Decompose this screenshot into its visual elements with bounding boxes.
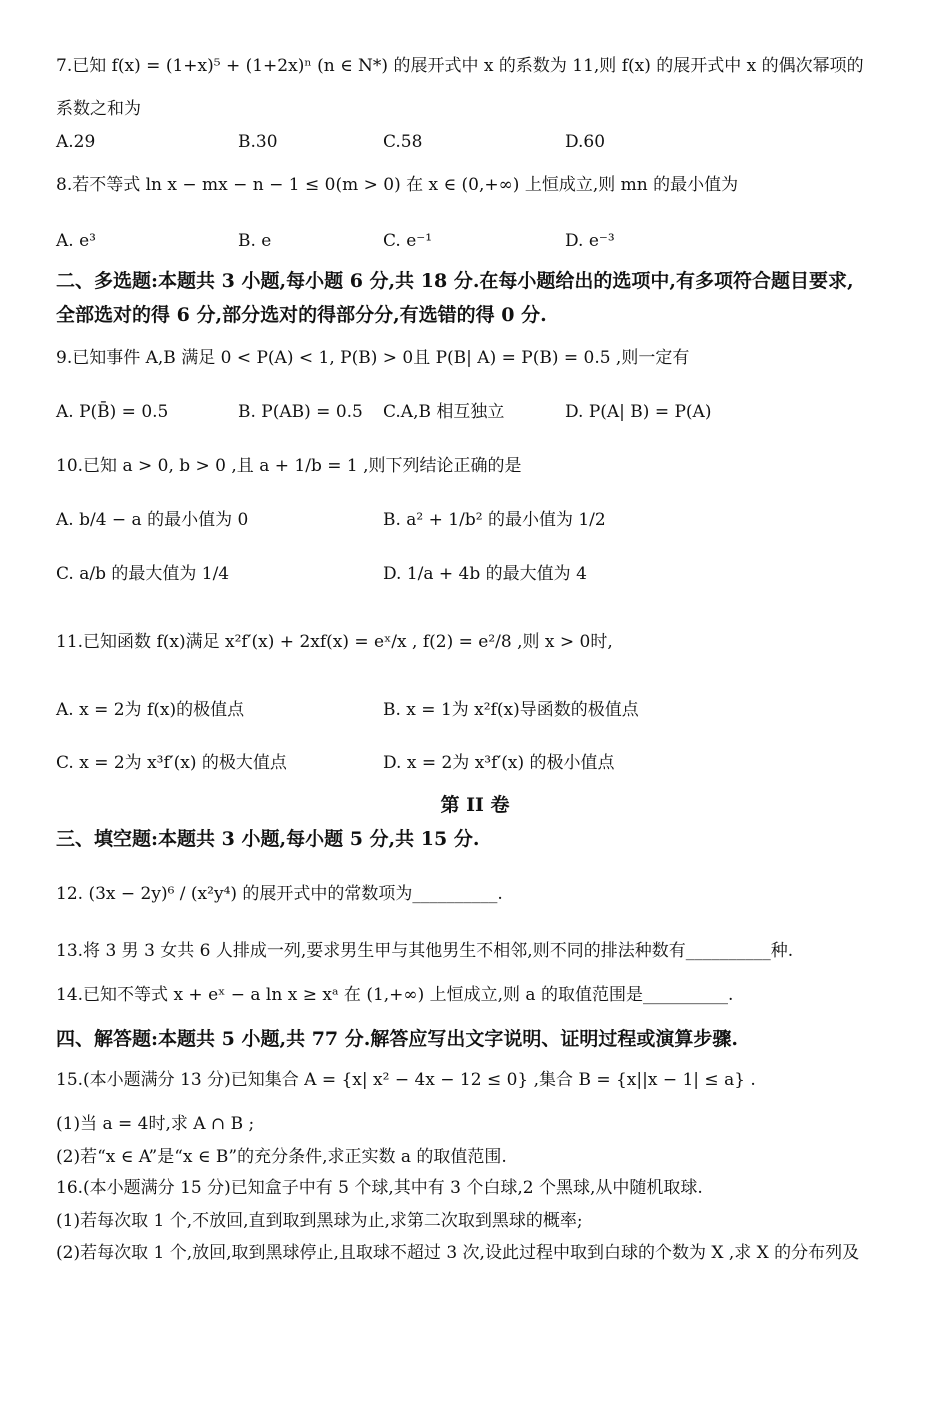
q14-stem: 14.已知不等式 x + eˣ − a ln x ≥ xᵃ 在 (1,+∞) 上恒成立,则 a 的取值范围是__________. [56,985,734,1005]
q9-option-b: B. P(AB) = 0.5 [238,402,363,422]
q8-stem: 8.若不等式 ln x − mx − n − 1 ≤ 0(m > 0) 在 x ∈ (0,+∞) 上恒成立,则 mn 的最小值为 [56,175,739,195]
section4-heading: 四、解答题:本题共 5 小题,共 77 分.解答应写出文字说明、证明过程或演算步骤. [56,1028,738,1050]
section2-heading-line2: 全部选对的得 6 分,部分选对的得部分分,有选错的得 0 分. [56,304,547,326]
q8-option-d: D. e⁻³ [565,231,615,251]
q13-stem: 13.将 3 男 3 女共 6 人排成一列,要求男生甲与其他男生不相邻,则不同的排法种数有__________种. [56,941,794,961]
q15-part2: (2)若“x ∈ A”是“x ∈ B”的充分条件,求正实数 a 的取值范围. [56,1147,507,1167]
q8-option-b: B. e [238,231,272,251]
section3-heading: 三、填空题:本题共 3 小题,每小题 5 分,共 15 分. [56,828,480,850]
q9-stem: 9.已知事件 A,B 满足 0 < P(A) < 1, P(B) > 0且 P(B| A) = P(B) = 0.5 ,则一定有 [56,348,690,368]
q15-stem: 15.(本小题满分 13 分)已知集合 A = {x| x² − 4x − 12 ≤ 0} ,集合 B = {x||x − 1| ≤ a} . [56,1070,756,1090]
q8-option-c: C. e⁻¹ [383,231,433,251]
q7-option-d: D.60 [565,132,606,152]
q7-stem-line1: 7.已知 f(x) = (1+x)⁵ + (1+2x)ⁿ (n ∈ N*) 的展开式中 x 的系数为 11,则 f(x) 的展开式中 x 的偶次幂项的 [56,56,864,76]
q12-stem: 12. (3x − 2y)⁶ / (x²y⁴) 的展开式中的常数项为__________. [56,884,503,904]
q16-part2: (2)若每次取 1 个,放回,取到黑球停止,且取球不超过 3 次,设此过程中取到白球的个数为 X ,求 X 的分布列及 [56,1243,860,1263]
q16-part1: (1)若每次取 1 个,不放回,直到取到黑球为止,求第二次取到黑球的概率; [56,1211,583,1231]
q9-option-d: D. P(A| B) = P(A) [565,402,712,422]
section2-heading-line1: 二、多选题:本题共 3 小题,每小题 6 分,共 18 分.在每小题给出的选项中,有多项符合题目要求, [56,270,854,292]
q16-stem: 16.(本小题满分 15 分)已知盒子中有 5 个球,其中有 3 个白球,2 个黑球,从中随机取球. [56,1178,703,1198]
q7-option-b: B.30 [238,132,278,152]
q11-option-a: A. x = 2为 f(x)的极值点 [56,700,245,720]
q11-option-b: B. x = 1为 x²f(x)导函数的极值点 [383,700,639,720]
q10-option-a: A. b/4 − a 的最小值为 0 [56,510,249,530]
q10-option-c: C. a/b 的最大值为 1/4 [56,564,230,584]
q9-option-a: A. P(B̄) = 0.5 [56,402,169,422]
q15-part1: (1)当 a = 4时,求 A ∩ B ; [56,1114,255,1134]
q9-option-c: C.A,B 相互独立 [383,402,505,422]
q7-option-c: C.58 [383,132,423,152]
q11-option-c: C. x = 2为 x³f′(x) 的极大值点 [56,753,287,773]
q7-option-a: A.29 [56,132,96,152]
q10-option-d: D. 1/a + 4b 的最大值为 4 [383,564,587,584]
q11-option-d: D. x = 2为 x³f′(x) 的极小值点 [383,753,615,773]
q11-stem: 11.已知函数 f(x)满足 x²f′(x) + 2xf(x) = eˣ/x , f(2) = e²/8 ,则 x > 0时, [56,632,613,652]
q10-stem: 10.已知 a > 0, b > 0 ,且 a + 1/b = 1 ,则下列结论正确的是 [56,456,522,476]
q10-option-b: B. a² + 1/b² 的最小值为 1/2 [383,510,606,530]
volume-ii-title: 第 II 卷 [440,794,510,816]
q7-stem-line2: 系数之和为 [56,99,141,119]
q8-option-a: A. e³ [56,231,96,251]
